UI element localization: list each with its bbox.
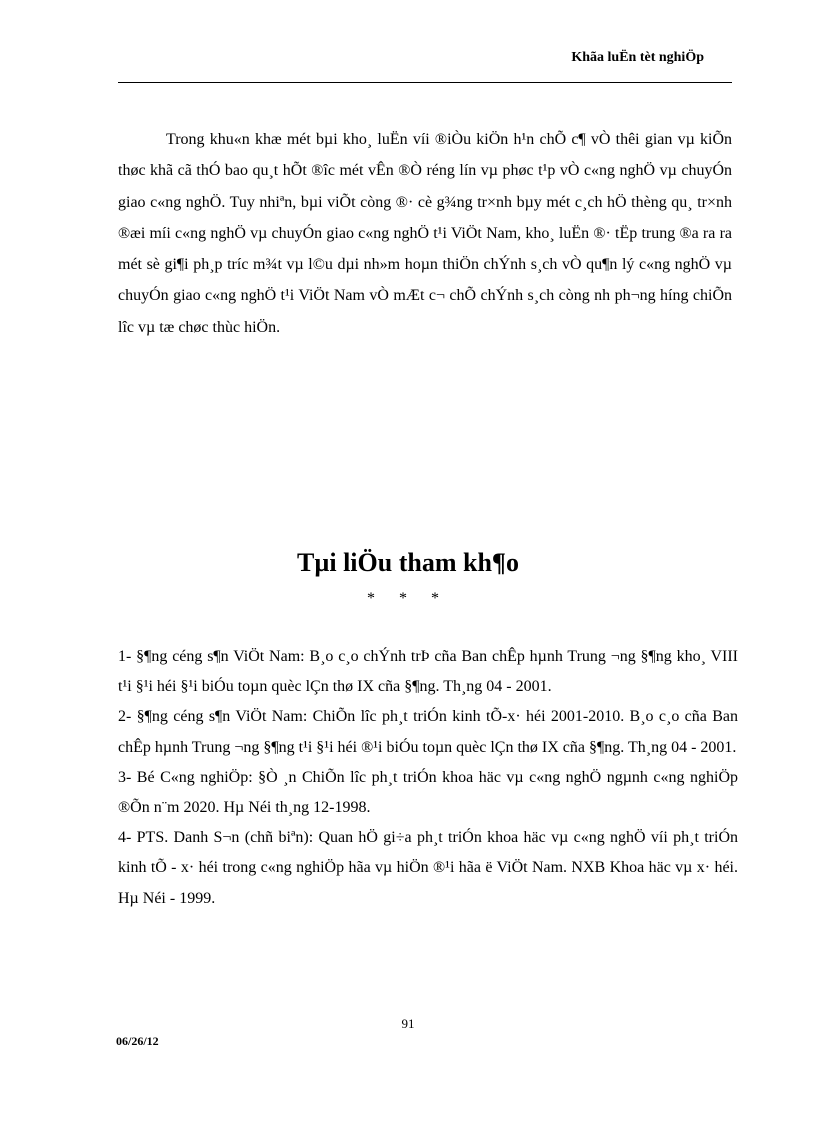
reference-item: 2- §¶ng céng s¶n ViÖt Nam: ChiÕn lîc ph¸t triÓn kinh tÕ-x· héi 2001-2010. B¸o c¸o cña Ban chÊp hµnh Trung ¬ng §¶ng t¹i §¹i héi ®¹i biÓu toµn quèc lÇn thø IX cña §¶ng. Th¸ng 04 - 2001. [118,708,738,756]
reference-item: 3- Bé C«ng nghiÖp: §Ò ¸n ChiÕn lîc ph¸t triÓn khoa häc vµ c«ng nghÖ ngµnh c«ng nghiÖp ®Õn n¨m 2020. Hµ Néi th¸ng 12-1998. [118,768,738,817]
reference-item: 1- §¶ng céng s¶n ViÖt Nam: B¸o c¸o chÝnh trÞ cña Ban chÊp hµnh Trung ¬ng §¶ng kho¸ VIII t¹i §¹i héi §¹i biÓu toµn quèc lÇn thø IX cña §¶ng. Th¸ng 04 - 2001. [118,648,738,696]
page-number: 91 [401,1016,415,1031]
header-divider [118,82,732,83]
reference-item: 4- PTS. Danh S¬n (chñ biªn): Quan hÖ gi÷a ph¸t triÓn khoa häc vµ c«ng nghÖ víi ph¸t triÓn kinh tÕ - x· héi trong c«ng nghiÖp hãa vµ hiÖn ®¹i hãa ë ViÖt Nam. NXB Khoa häc vµ x· héi. Hµ Néi - 1999. [118,829,738,907]
section-separator-stars: * * * [367,590,449,607]
body-paragraph: Trong khu«n khæ mét bµi kho¸ luËn víi ®iÒu kiÖn h¹n chÕ c¶ vÒ thêi gian vµ kiÕn thøc khã cã thÓ bao qu¸t hÕt ®îc mét vÊn ®Ò réng lín vµ phøc t¹p vÒ c«ng nghÖ vµ chuyÓn giao c«ng nghÖ. Tuy nhiªn, bµi viÕt còng ®· cè g¾ng tr×nh bµy mét c¸ch hÖ thèng qu¸ tr×nh ®æi míi c«ng nghÖ vµ chuyÓn giao c«ng nghÖ t¹i ViÖt Nam, kho¸ luËn ®· tËp trung ®a ra ra mét sè gi¶i ph¸p tríc m¾t vµ l©u dµi nh»m hoµn thiÖn chÝnh s¸ch vÒ qu¶n lý c«ng nghÖ vµ chuyÓn giao c«ng nghÖ t¹i ViÖt Nam vÒ mÆt c¬ chÕ chÝnh s¸ch còng nh ph¬ng híng chiÕn lîc vµ tæ chøc thùc hiÖn. [118,131,732,336]
footer-date: 06/26/12 [116,1034,159,1048]
references-heading: Tµi liÖu tham kh¶o [297,548,519,577]
running-header: Khãa luËn tèt nghiÖp [571,50,704,65]
reference-list [118,642,738,914]
